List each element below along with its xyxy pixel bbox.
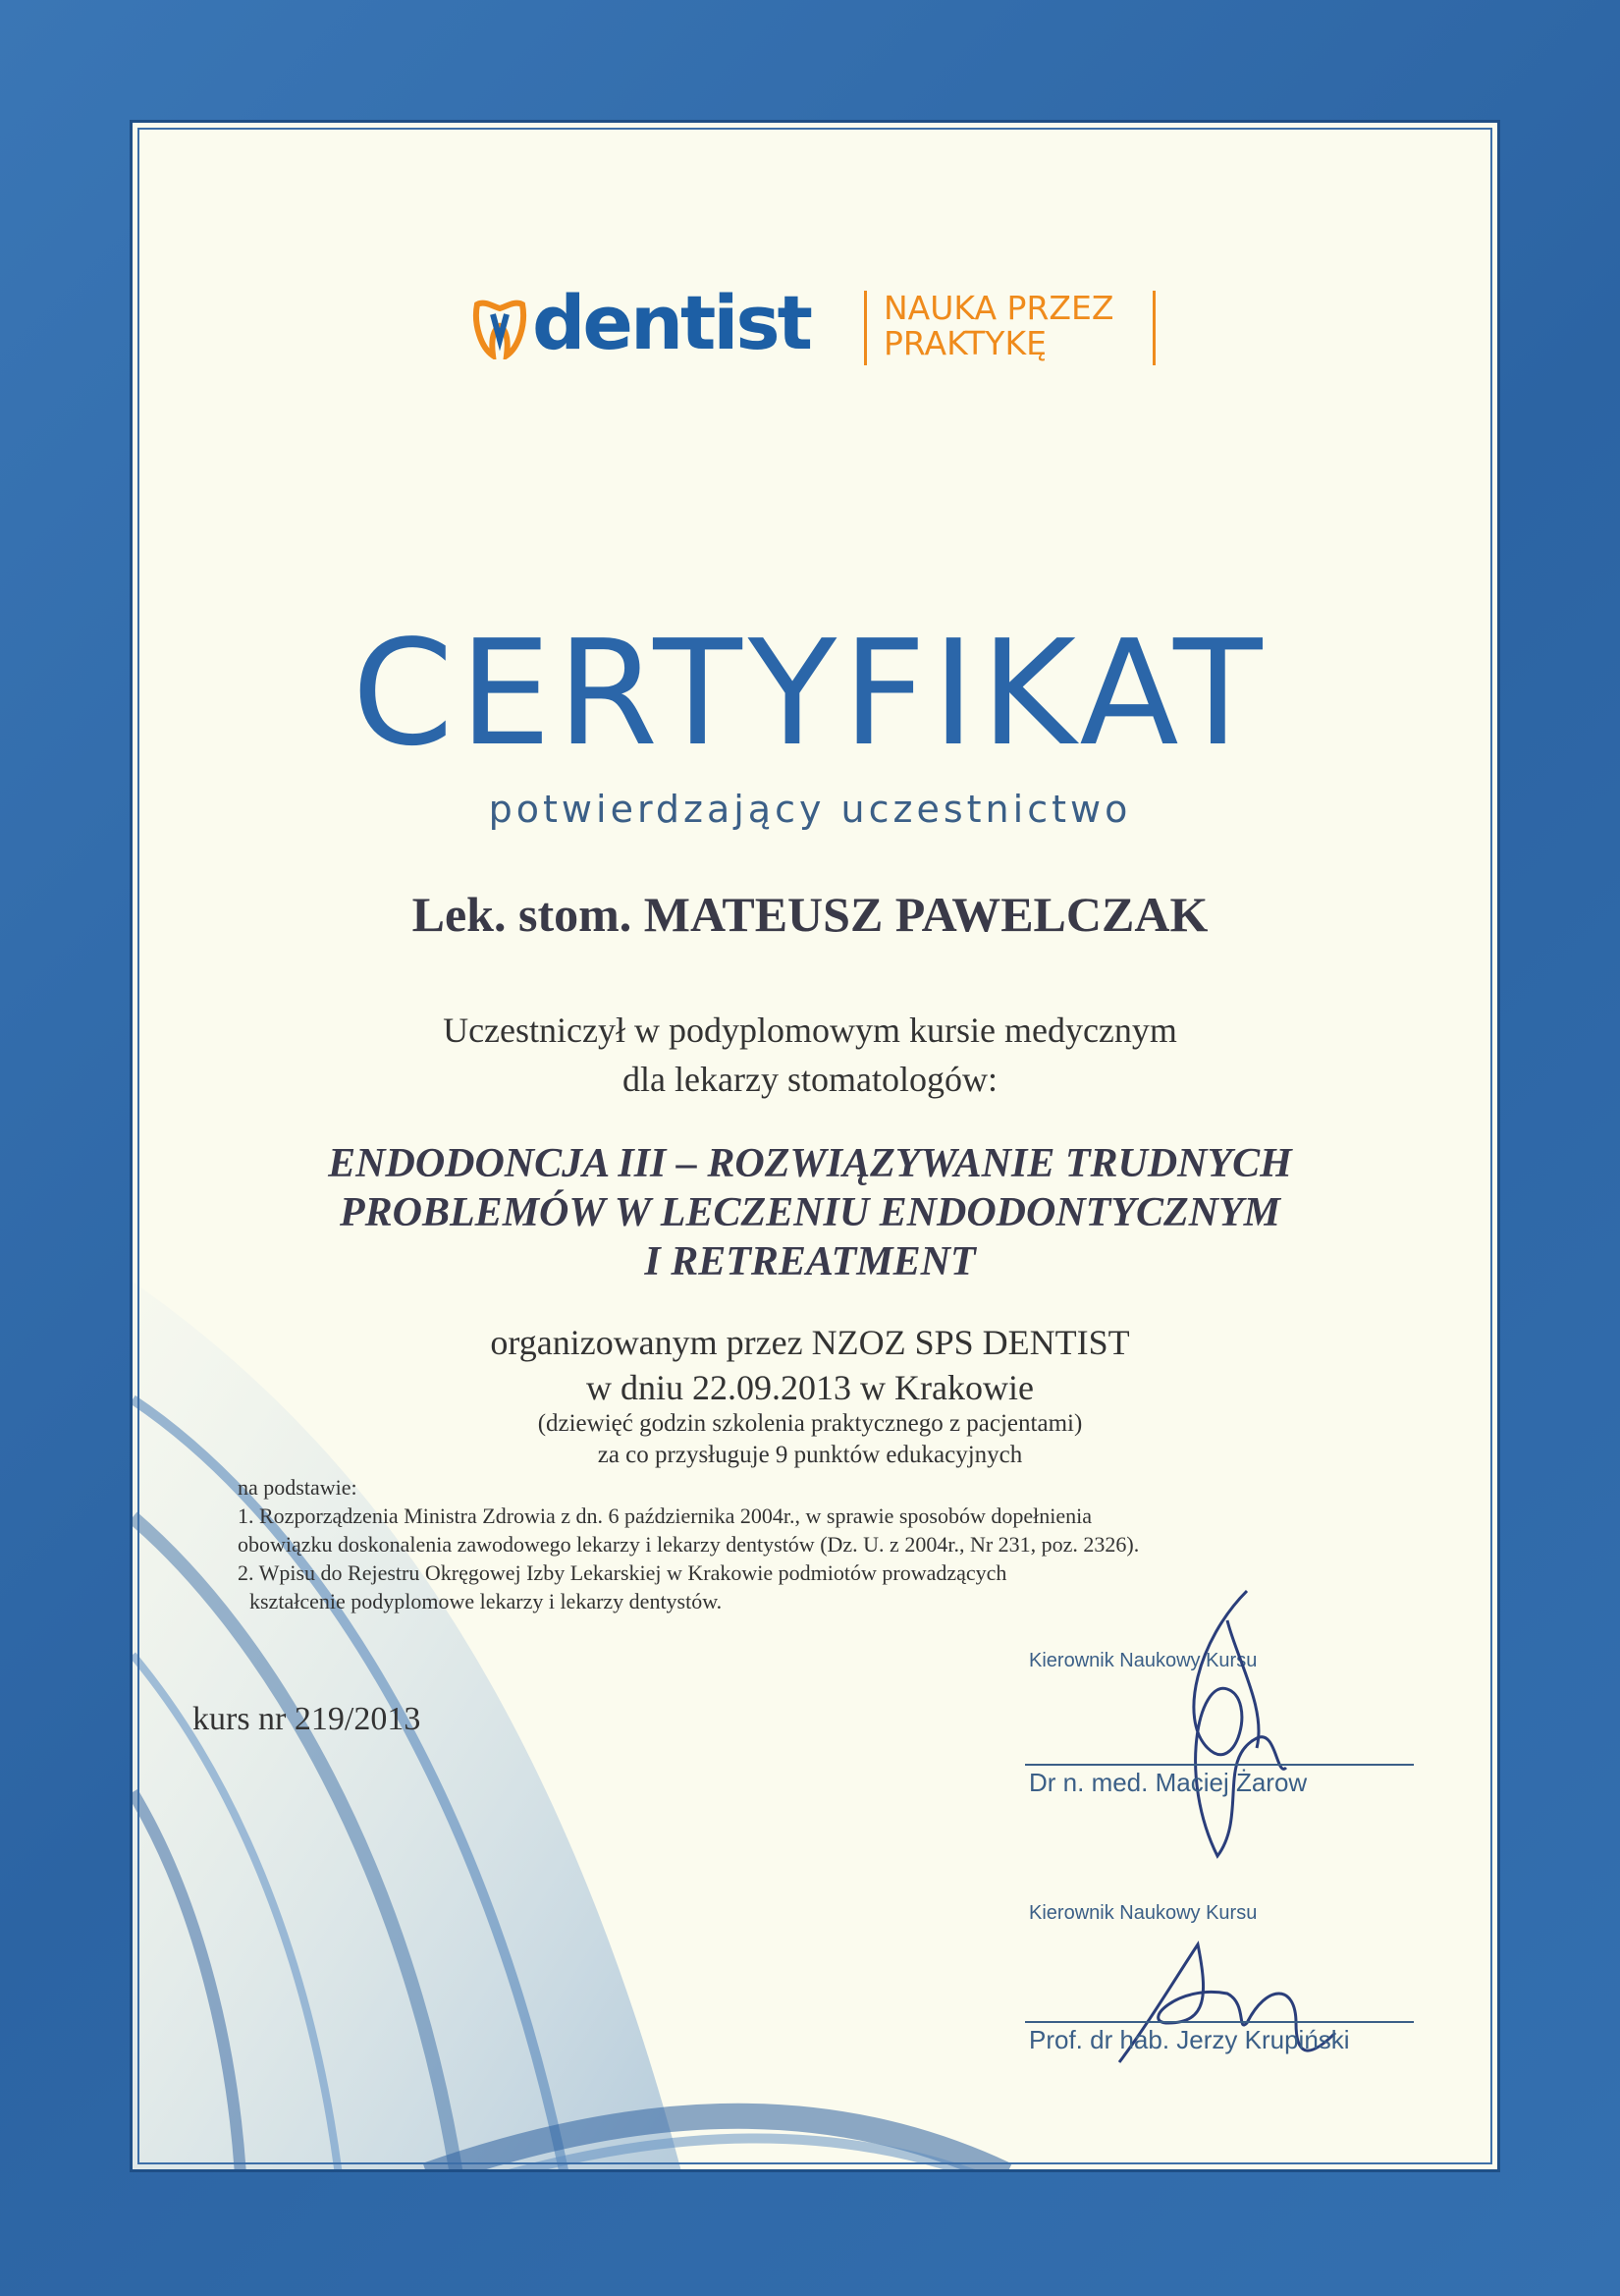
basis-heading: na podstawie: — [238, 1475, 357, 1500]
logo-divider-right — [1153, 291, 1156, 365]
logo-divider-left — [864, 291, 867, 365]
education-points-line: za co przysługuje 9 punktów edukacyjnych — [597, 1442, 1023, 1468]
signature-2-handwriting — [1100, 1915, 1375, 2082]
basis-item-2-line-1: 2. Wpisu do Rejestru Okręgowej Izby Lekarskiej w Krakowie podmiotów prowadzących — [238, 1560, 1007, 1585]
date-place-line: w dniu 22.09.2013 w Krakowie — [586, 1368, 1034, 1407]
brand-wordmark: dentist — [532, 279, 810, 366]
course-title-line-1: ENDODONCJA III – ROZWIĄZYWANIE TRUDNYCH — [328, 1141, 1292, 1186]
basis-item-1-line-1: 1. Rozporządzenia Ministra Zdrowia z dn. 6 października 2004r., w sprawie sposobów dopełnienia — [238, 1503, 1092, 1528]
course-title-line-3: I RETREATMENT — [644, 1239, 976, 1285]
intro-line-1: Uczestniczył w podyplomowym kursie medycznym — [443, 1011, 1177, 1050]
signature-2-line — [1025, 2021, 1414, 2023]
tagline-line1: NAUKA PRZEZ — [884, 289, 1114, 327]
signature-2-role: Kierownik Naukowy Kursu — [1029, 1902, 1258, 1924]
course-number: kurs nr 219/2013 — [192, 1701, 421, 1737]
course-title-line-2: PROBLEMÓW W LECZENIU ENDODONTYCZNYM — [340, 1190, 1280, 1235]
organizer-line: organizowanym przez NZOZ SPS DENTIST — [490, 1323, 1130, 1362]
signature-1-handwriting — [1139, 1581, 1316, 1866]
signature-2-name: Prof. dr hab. Jerzy Krupiński — [1029, 2025, 1350, 2054]
certificate-title: CERTYFIKAT — [351, 609, 1269, 778]
basis-item-2-line-2: kształcenie podyplomowe lekarzy i lekarzy dentystów. — [249, 1589, 723, 1613]
signature-1-line — [1025, 1764, 1414, 1766]
recipient-name: Lek. stom. MATEUSZ PAWELCZAK — [411, 887, 1209, 942]
signature-1-role: Kierownik Naukowy Kursu — [1029, 1650, 1258, 1671]
training-hours-line: (dziewięć godzin szkolenia praktycznego z pacjentami) — [537, 1410, 1083, 1437]
dentist-logo — [471, 279, 1159, 373]
tooth-icon — [471, 297, 528, 359]
basis-item-1-line-2: obowiązku doskonalenia zawodowego lekarzy i lekarzy dentystów (Dz. U. z 2004r., Nr 231, poz. 2326). — [238, 1532, 1140, 1557]
logo-tagline — [884, 291, 1149, 361]
intro-line-2: dla lekarzy stomatologów: — [622, 1060, 998, 1099]
signature-1-name: Dr n. med. Maciej Żarow — [1029, 1768, 1308, 1797]
tagline-line2: PRAKTYKĘ — [884, 324, 1047, 362]
certificate-subtitle: potwierdzający uczestnictwo — [488, 788, 1132, 831]
course-title — [0, 1139, 1620, 1286]
